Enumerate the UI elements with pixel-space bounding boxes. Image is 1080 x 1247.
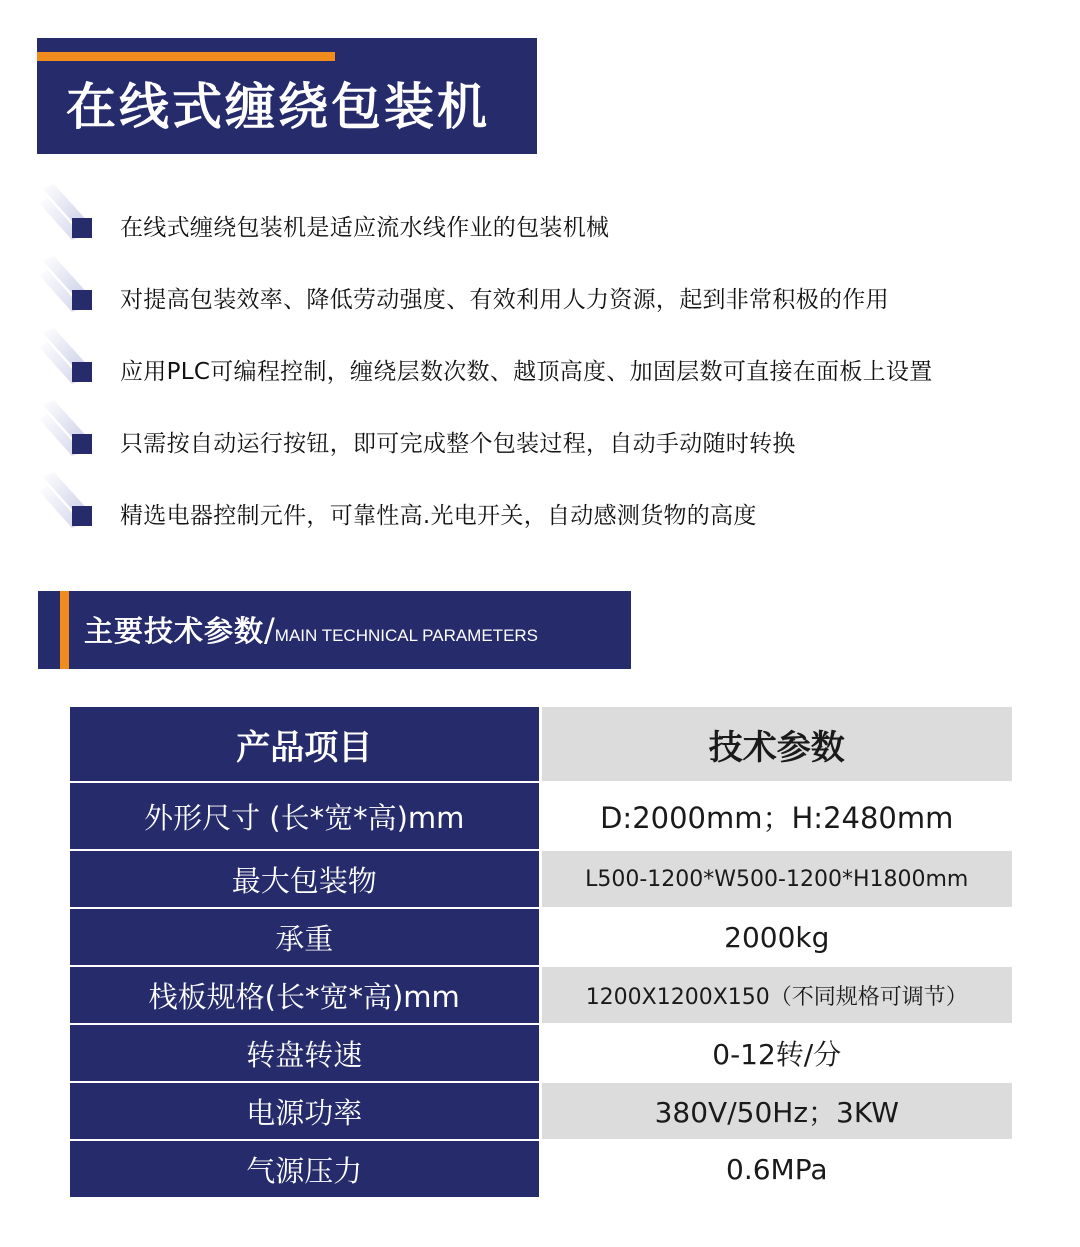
feature-text: 精选电器控制元件，可靠性高.光电开关，自动感测货物的高度 [120,503,757,529]
diagonal-stripe-decoration-icon [38,256,98,320]
row-item: 气源压力 [70,1140,540,1198]
square-bullet-icon [72,362,92,382]
row-item: 承重 [70,908,540,966]
header-value: 技术参数 [540,707,1012,782]
row-value: 1200X1200X150（不同规格可调节） [540,966,1012,1024]
row-value: D:2000mm；H:2480mm [540,782,1012,850]
diagonal-stripe-decoration-icon [38,328,98,392]
page-title: 在线式缠绕包装机 [66,78,490,136]
feature-item [0,396,1080,468]
table-row [70,1024,1012,1082]
square-bullet-icon [72,218,92,238]
square-bullet-icon [72,290,92,310]
table-row [70,1140,1012,1198]
section-title-slash: / [264,611,275,649]
title-accent-bar [37,52,335,61]
row-item: 最大包装物 [70,850,540,908]
table-row [70,908,1012,966]
feature-text: 在线式缠绕包装机是适应流水线作业的包装机械 [120,215,610,241]
feature-item [0,252,1080,324]
section-accent-bar [60,591,69,669]
parameter-table [70,707,1012,1199]
feature-item [0,324,1080,396]
section-title-cn: 主要技术参数 [84,614,265,648]
square-bullet-icon [72,434,92,454]
row-value: 2000kg [540,908,1012,966]
row-value: 0-12转/分 [540,1024,1012,1082]
table-row [70,782,1012,850]
diagonal-stripe-decoration-icon [38,472,98,536]
feature-item [0,468,1080,540]
diagonal-stripe-decoration-icon [38,184,98,248]
row-value: 380V/50Hz；3KW [540,1082,1012,1140]
header-item: 产品项目 [70,707,540,782]
row-value: L500-1200*W500-1200*H1800mm [540,850,1012,908]
section-title [84,606,538,654]
feature-text: 对提高包装效率、降低劳动强度、有效利用人力资源，起到非常积极的作用 [120,287,889,313]
section-title-en: MAIN TECHNICAL PARAMETERS [274,626,539,645]
row-value: 0.6MPa [540,1140,1012,1198]
row-item: 电源功率 [70,1082,540,1140]
row-item: 转盘转速 [70,1024,540,1082]
feature-item [0,180,1080,252]
row-item: 外形尺寸 (长*宽*高)mm [70,782,540,850]
feature-text: 只需按自动运行按钮，即可完成整个包装过程，自动手动随时转换 [120,431,796,457]
table-row [70,1082,1012,1140]
table-row [70,850,1012,908]
feature-text: 应用PLC可编程控制，缠绕层数次数、越顶高度、加固层数可直接在面板上设置 [120,359,933,385]
square-bullet-icon [72,506,92,526]
row-item: 栈板规格(长*宽*高)mm [70,966,540,1024]
table-header-row [70,707,1012,782]
table-row [70,966,1012,1024]
diagonal-stripe-decoration-icon [38,400,98,464]
